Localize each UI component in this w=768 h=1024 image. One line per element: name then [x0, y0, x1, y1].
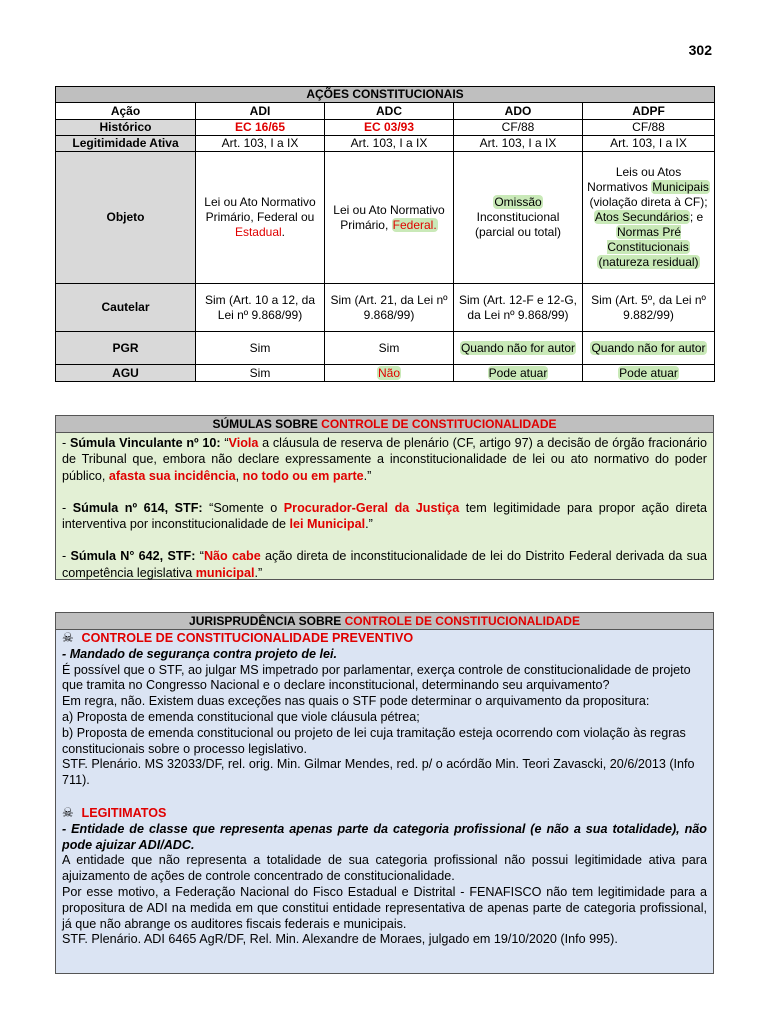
- cell-adc: [325, 152, 454, 284]
- cell-ado: CF/88: [454, 120, 583, 136]
- highlight-text: afasta sua incidência: [108, 468, 236, 483]
- title-text: JURISPRUDÊNCIA SOBRE: [189, 614, 342, 628]
- skull-icon: ☠: [62, 630, 74, 645]
- page-number: 302: [688, 42, 712, 58]
- cell-adi: [196, 152, 325, 284]
- highlight-text: (natureza residual): [598, 255, 699, 269]
- cell-adpf: [583, 152, 715, 284]
- text: Inconstitucional (parcial ou total): [474, 210, 562, 239]
- cell-ado: Art. 103, I a IX: [454, 136, 583, 152]
- header-adc: ADC: [325, 103, 454, 120]
- row-legitimidade: [56, 136, 715, 152]
- sumula-vinculante-10: [62, 435, 707, 484]
- text: Leis ou Atos Normativos: [587, 165, 682, 194]
- highlight-text: Omissão: [494, 195, 542, 209]
- sumula-name: Súmula N° 642, STF:: [70, 549, 196, 564]
- section-heading-preventivo: [62, 630, 707, 647]
- row-objeto: [56, 152, 715, 284]
- highlight-text: municipal: [195, 565, 255, 580]
- skull-icon: ☠: [62, 804, 74, 820]
- highlight-text: Municipais: [652, 180, 709, 194]
- paragraph: Por esse motivo, a Federação Nacional do Fisco Estadual e Distrital - FENAFISCO não tem legitimidade para a propositura de ADI na medida em que constitui entidade representativa de apenas parte de categoria profissional, já que não abrange os auditores fiscais federais e municipais.: [62, 884, 707, 931]
- header-adi: ADI: [196, 103, 325, 120]
- row-label: Legitimidade Ativa: [56, 136, 196, 152]
- row-label: AGU: [56, 365, 196, 382]
- text: .”: [363, 468, 372, 483]
- title-highlight: CONTROLE DE CONSTITUCIONALIDADE: [344, 614, 580, 628]
- highlight-text: Quando não for autor: [460, 340, 576, 355]
- paragraph: É possível que o STF, ao julgar MS impetrado por parlamentar, exerça controle de constitucionalidade de projeto que tramita no Congresso Nacional e o declare inconstitucional, determinando seu arquivamento?: [62, 662, 691, 693]
- cell-ado: [454, 365, 583, 382]
- text: ; e: [689, 210, 704, 224]
- section-subtitle: - Mandado de segurança contra projeto de lei.: [62, 646, 338, 661]
- cell-adc: Sim (Art. 21, da Lei nº 9.868/99): [325, 284, 454, 332]
- text: ação direta de inconstitucionalidade de lei do Distrito Federal derivada da sua competência legislativa: [62, 549, 707, 580]
- heading-text: CONTROLE DE CONSTITUCIONALIDADE PREVENTIVO: [81, 631, 414, 645]
- paragraph: Em regra, não. Existem duas exceções nas quais o STF pode determinar o arquivamento da propositura:: [62, 694, 650, 709]
- row-cautelar: [56, 284, 715, 332]
- text: Lei ou Ato Normativo Primário, Federal ou: [204, 195, 316, 224]
- heading-text: LEGITIMATOS: [81, 805, 167, 820]
- citation: STF. Plenário. MS 32033/DF, rel. orig. Min. Gilmar Mendes, red. p/ o acórdão Min. Teori Zavascki, 20/6/2013 (Info 711).: [62, 757, 695, 788]
- highlight-text: Normas Pré Constitucionais: [607, 225, 689, 254]
- sumula-name: Súmula Vinculante nº 10:: [69, 436, 221, 450]
- table-header-row: [56, 103, 715, 120]
- highlight-text: Procurador-Geral da Justiça: [283, 500, 460, 515]
- highlight-text: no todo ou em parte: [242, 468, 364, 483]
- highlight-text: Atos Secundários: [594, 210, 689, 224]
- row-label: Objeto: [56, 152, 196, 284]
- header-ado: ADO: [454, 103, 583, 120]
- cell-adi: Sim (Art. 10 a 12, da Lei nº 9.868/99): [196, 284, 325, 332]
- cell-adc: EC 03/93: [325, 120, 454, 136]
- sumula-name: Súmula nº 614, STF:: [72, 500, 203, 515]
- highlight-text: lei Municipal: [289, 517, 366, 532]
- jurisprudencia-box: [55, 612, 714, 974]
- section-subtitle: - Entidade de classe que representa apenas parte da categoria profissional (e não a sua totalidade), não pode ajuizar ADI/ADC.: [62, 821, 707, 852]
- header-acao: Ação: [56, 103, 196, 120]
- cell-adpf: [583, 365, 715, 382]
- box-body: [56, 630, 713, 948]
- section-heading-legitimatos: [62, 805, 707, 822]
- cell-adc: Sim: [325, 332, 454, 365]
- sumula-642: [62, 548, 707, 581]
- text: -: [62, 500, 73, 515]
- paragraph: a) Proposta de emenda constitucional que viole cláusula pétrea;: [62, 709, 420, 724]
- header-adpf: ADPF: [583, 103, 715, 120]
- row-label: PGR: [56, 332, 196, 365]
- highlight-text: Quando não for autor: [591, 340, 706, 355]
- text: -: [62, 436, 70, 450]
- paragraph: A entidade que não representa a totalidade de sua categoria profissional não possui legitimidade ativa para ajuizamento de ações de controle concentrado de constitucionalidade.: [62, 853, 707, 884]
- highlight-text: Não: [377, 365, 400, 380]
- box-title: [56, 416, 713, 433]
- table-title: AÇÕES CONSTITUCIONAIS: [56, 87, 715, 103]
- text: -: [62, 549, 71, 564]
- title-text: SÚMULAS SOBRE: [212, 417, 318, 431]
- cell-ado: [454, 332, 583, 365]
- cell-adpf: Sim (Art. 5º, da Lei nº 9.882/99): [583, 284, 715, 332]
- cell-adi: Sim: [196, 332, 325, 365]
- text: ,: [235, 468, 243, 483]
- cell-adi: Art. 103, I a IX: [196, 136, 325, 152]
- row-label: Cautelar: [56, 284, 196, 332]
- highlight-text: Pode atuar: [619, 365, 678, 380]
- box-body: [56, 433, 713, 583]
- paragraph: b) Proposta de emenda constitucional ou projeto de lei cuja tramitação esteja ocorrendo com violação às regras constitucionais sobre o processo legislativo.: [62, 725, 686, 756]
- cell-ado: Sim (Art. 12-F e 12-G, da Lei nº 9.868/99): [454, 284, 583, 332]
- row-agu: [56, 365, 715, 382]
- cell-adpf: [583, 332, 715, 365]
- highlight-text: Pode atuar: [488, 365, 548, 380]
- text: tem legitimidade para propor ação direta interventiva por inconstitucionalidade de: [62, 500, 707, 532]
- text: Lei ou Ato Normativo Primário,: [333, 202, 445, 232]
- cell-adpf: CF/88: [583, 120, 715, 136]
- text: .”: [254, 565, 263, 580]
- title-highlight: CONTROLE DE CONSTITUCIONALIDADE: [321, 417, 557, 431]
- citation: STF. Plenário. ADI 6465 AgR/DF, Rel. Min. Alexandre de Moraes, julgado em 19/10/2020 (Info 995).: [62, 932, 618, 947]
- text: “: [195, 549, 204, 564]
- cell-adi: EC 16/65: [196, 120, 325, 136]
- sumulas-box: [55, 415, 714, 580]
- row-label: Histórico: [56, 120, 196, 136]
- cell-adi: Sim: [196, 365, 325, 382]
- box-title: [56, 613, 713, 630]
- cell-adc: Art. 103, I a IX: [325, 136, 454, 152]
- row-historico: [56, 120, 715, 136]
- sumula-614: [62, 500, 707, 533]
- cell-adpf: Art. 103, I a IX: [583, 136, 715, 152]
- highlight-text: Estadual: [234, 225, 282, 239]
- highlight-text: Não cabe: [203, 549, 261, 564]
- text: .”: [365, 517, 373, 532]
- cell-adc: [325, 365, 454, 382]
- text: “Somente o: [202, 500, 284, 515]
- text: .: [281, 225, 286, 239]
- text: (violação direta à CF);: [589, 195, 708, 209]
- row-pgr: [56, 332, 715, 365]
- highlight-text: Federal.: [392, 217, 437, 232]
- text: a cláusula de reserva de plenário (CF, artigo 97) a decisão de órgão fracionário de Tribunal que, embora não declare expressamente a inconstitucionalidade de lei ou ato normativo do poder público,: [62, 436, 707, 483]
- cell-ado: [454, 152, 583, 284]
- acoes-constitucionais-table: [55, 86, 715, 382]
- text: “: [220, 436, 229, 450]
- highlight-text: Viola: [228, 436, 259, 450]
